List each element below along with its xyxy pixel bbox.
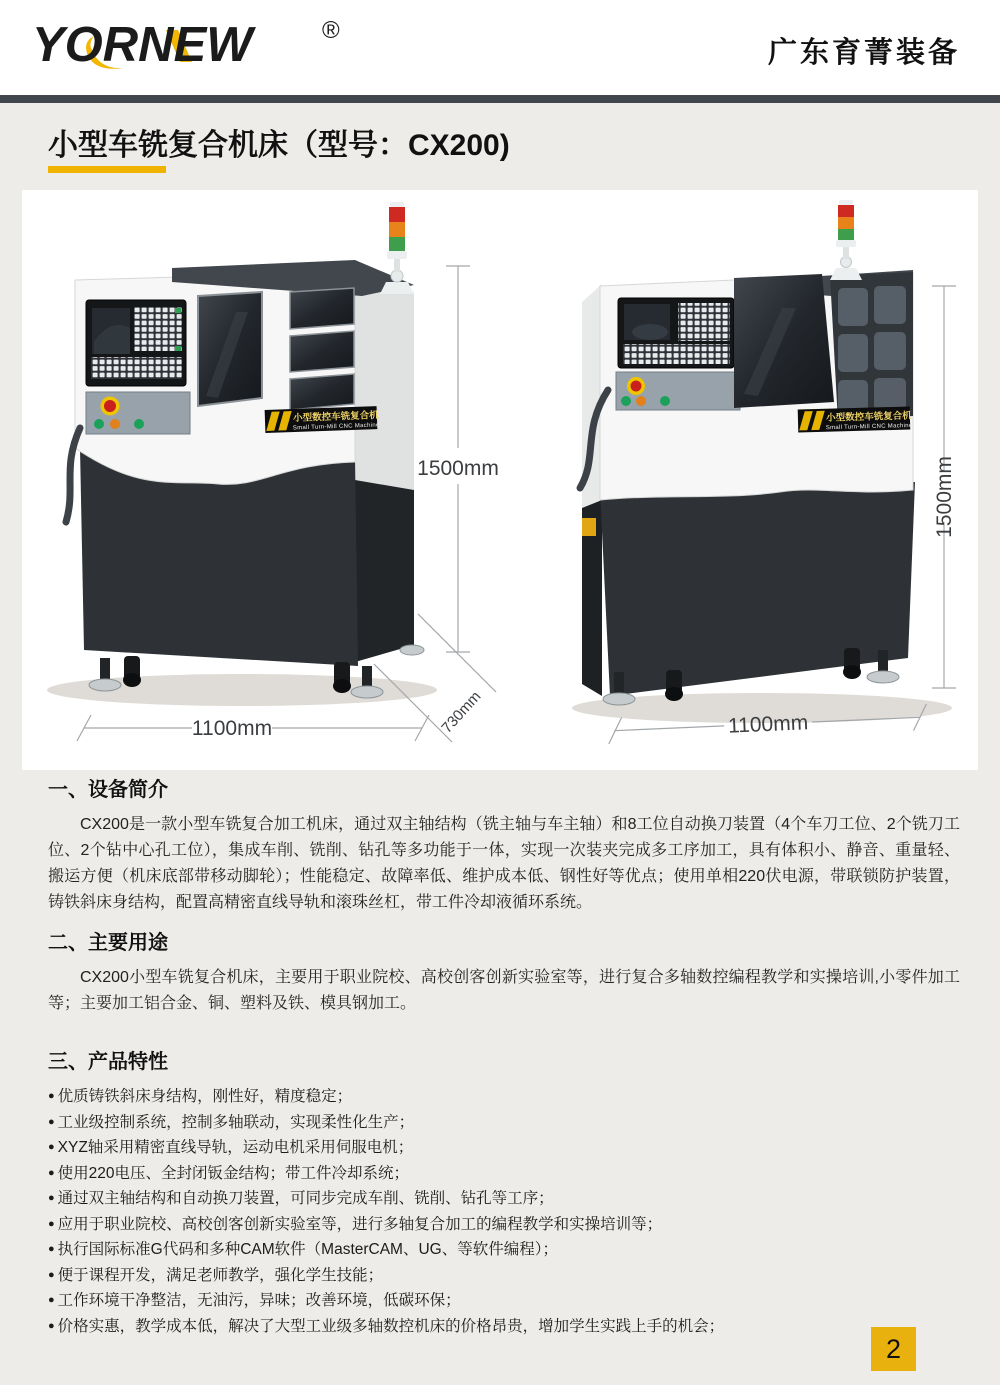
dimension-label-height-right: 1500mm [933,456,956,538]
header-divider-bar [0,95,1000,103]
bullet-icon: ● [48,1268,55,1281]
bullet-icon: ● [48,1243,55,1255]
company-name: 广东育菁装备 [767,37,960,69]
feature-item: ● 执行国际标准G代码和多种CAM软件（MasterCAM、UG、等软件编程）； [48,1241,558,1258]
header [0,0,1000,95]
registered-mark: ® [322,17,340,44]
product-images-panel [22,190,978,770]
feature-item: ● 应用于职业院校、高校创客创新实验室等，进行多轴复合加工的编程教学和实操培训等； [48,1215,663,1233]
left-operator-panel [86,392,190,434]
page-number-badge: 2 [871,1327,916,1371]
machine-right-view [572,200,956,744]
feature-item: ● 优质铸铁斜床身结构，刚性好，精度稳定； [48,1088,353,1105]
left-banner [265,406,380,433]
machines-figure [22,190,978,770]
right-cabinet-front [600,482,915,696]
bullet-icon: ● [48,1115,55,1128]
feature-item: ● 工业级控制系统，控制多轴联动，实现柔性化生产； [48,1113,415,1131]
page-title: 小型车铣复合机床（型号：CX200) [48,129,510,162]
right-banner-cn: 小型数控车铣复合机 [826,410,912,424]
feature-item: ● XYZ轴采用精密直线导轨，运动电机采用伺服电机； [48,1139,414,1156]
left-side-cabinet [355,480,414,662]
feature-item: ● 使用220电压、全封闭钣金结构；带工件冷却系统； [48,1164,410,1182]
right-side-switch [582,518,596,536]
bullet-icon: ● [48,1166,55,1179]
feature-item: ● 工作环境干净整洁，无油污，异味；改善环境，低碳环保； [48,1292,461,1309]
feature-item: ● 通过双主轴结构和自动换刀装置，可同步完成车削、铣削、钻孔等工序； [48,1190,554,1207]
right-operator-panel [616,372,740,410]
feature-item: ● 便于课程开发，满足老师教学，强化学生技能； [48,1266,384,1284]
left-banner-cn: 小型数控车铣复合机 [292,410,379,425]
title-underline [48,166,166,173]
section-2-heading: 二、主要用途 [48,932,168,954]
bullet-icon: ● [48,1294,55,1306]
bullet-icon: ● [48,1217,55,1230]
section-3-heading: 三、产品特性 [48,1051,168,1073]
left-window-right-2 [290,331,354,372]
left-window-right-1 [290,288,354,329]
left-banner-en: Small Turn-Mill CNC Machine [292,422,380,432]
right-signal-tower-light [830,200,862,280]
right-banner [798,406,913,432]
left-cnc-keypad [134,307,182,351]
machine-left-view [47,202,499,742]
bullet-icon: ● [48,1192,55,1204]
dimension-label-width-left: 1100mm [191,717,273,740]
dimension-label-depth-left: 730mm [438,688,485,737]
right-banner-en: Small Turn-Mill CNC Machine [825,422,913,432]
right-cnc-keypad [678,303,730,341]
dimension-label-width-right: 1100mm [727,711,809,738]
left-estop-button [104,400,116,412]
right-cnc-panel [618,298,734,368]
left-side-upper [355,272,414,490]
section-1-paragraph: CX200是一款小型车铣复合加工机床，通过双主轴结构（铣主轴与车主轴）和8工位自动换刀装置（4个车刀工位、2个铣刀工位、2个钻中心孔工位），集成车削、铣削、钻孔等多功能于一体，实现一次装夹完成多工序加工，具有体积小、静音、重量轻、搬运方便（机床底部带移动脚轮）；性能稳定、故障率低、维护成本低、钢性好等优点；使用单相220伏电源，带联锁防护装置，铸铁斜床身结构，配置高精密直线导轨和滚珠丝杠，带工件冷却液循环系统。 [48,816,960,911]
logo-text: YORNEW [32,18,253,72]
text-content [48,779,960,1339]
section-1-heading: 一、设备简介 [48,779,168,801]
bullet-icon: ● [48,1090,55,1102]
left-cable [66,428,80,522]
left-window-right-3 [290,374,354,410]
feature-list [48,1084,960,1339]
dimension-label-height-left: 1500mm [417,457,499,480]
yornew-logo-graphic [30,14,360,78]
bullet-icon: ● [48,1141,55,1153]
left-cnc-panel [86,300,186,386]
feature-item: ● 价格实惠，教学成本低，解决了大型工业级多轴数控机床的价格昂贵，增加学生实践上手的机会； [48,1317,725,1335]
brand-logo [30,14,360,83]
right-window-grid [830,272,913,422]
right-estop-button [631,381,642,392]
section-2-paragraph: CX200小型车铣复合机床，主要用于职业院校、高校创客创新实验室等，进行复合多轴数控编程教学和实操培训,小零件加工等；主要加工铝合金、铜、塑料及铁、模具钢加工。 [48,969,960,1012]
bullet-icon: ● [48,1319,55,1332]
